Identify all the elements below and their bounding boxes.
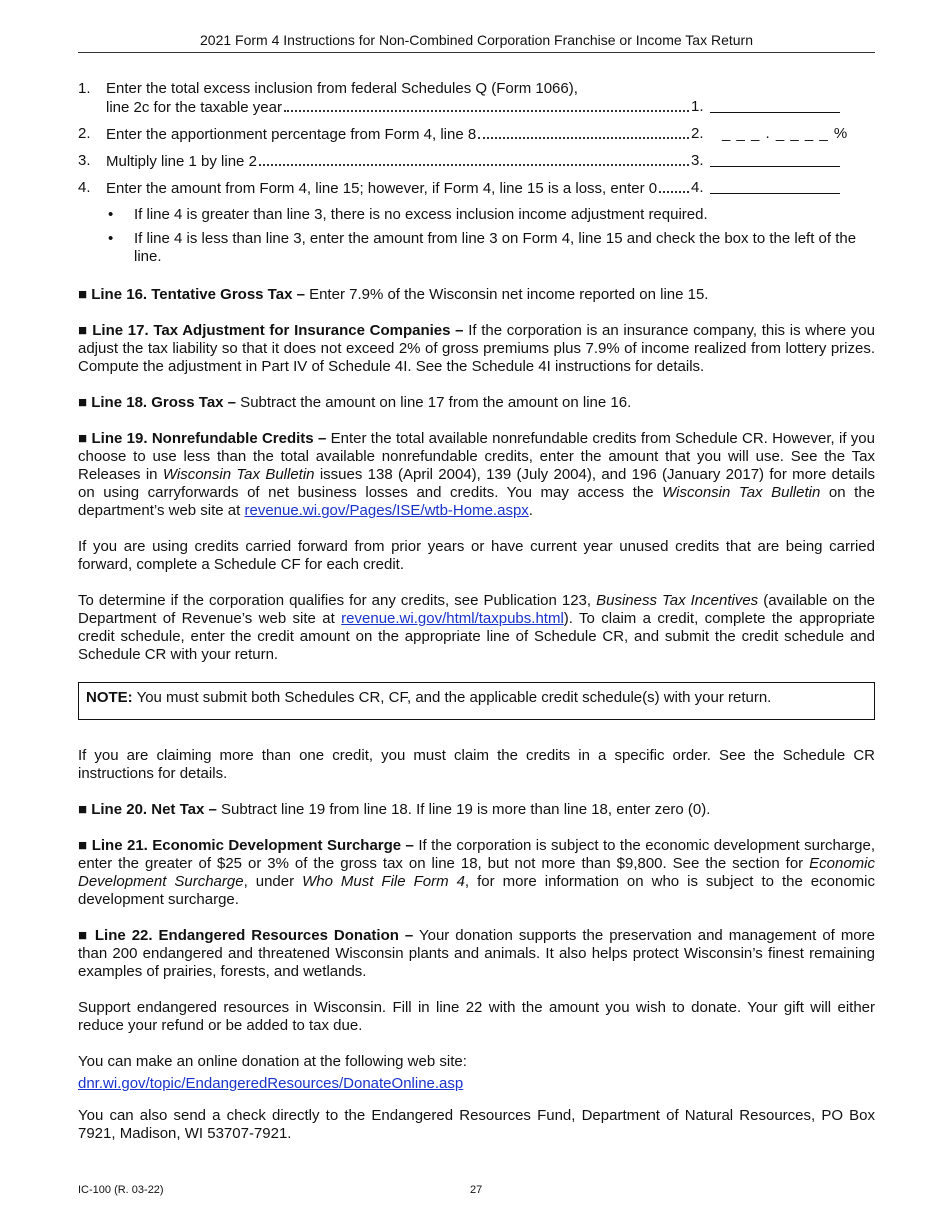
line-21-heading: ■ Line 21. Economic Development Surcharge –	[78, 837, 414, 854]
page-number: 27	[470, 1184, 483, 1196]
line-text: Enter the amount from Form 4, line 15; however, if Form 4, line 15 is a loss, enter 0	[106, 180, 658, 197]
leader-dots	[284, 98, 689, 112]
worksheet-bullets	[78, 206, 875, 266]
leader-dots	[659, 179, 689, 193]
text: Enter the total available nonrefundable credits from Schedule CR. However, if you choose to use less than the total available nonrefundable credits, enter the amount that you will use. See the Tax Releases in	[78, 430, 875, 483]
publication-title: Wisconsin Tax Bulletin	[162, 466, 315, 483]
answer-number: 3.	[691, 152, 704, 169]
note-box	[78, 682, 875, 720]
line-20-heading: ■ Line 20. Net Tax –	[78, 801, 217, 818]
credits-carryforward-paragraph: If you are using credits carried forward from prior years or have current year unused credits that are being carried forward, complete a Schedule CF for each credit.	[78, 538, 875, 573]
line-18-paragraph	[78, 394, 875, 412]
text: You can make an online donation at the following web site:	[78, 1053, 467, 1070]
text: , for more information on who is subject to the economic development surcharge.	[78, 873, 875, 908]
credit-order-paragraph: If you are claiming more than one credit, you must claim the credits in a specific order. See the Schedule CR instructions for details.	[78, 747, 875, 782]
section-title: Who Must File Form 4	[302, 873, 465, 890]
credits-qualify-paragraph	[78, 592, 875, 664]
page-header: 2021 Form 4 Instructions for Non-Combined Corporation Franchise or Income Tax Return	[78, 32, 875, 53]
line-text-row	[106, 152, 691, 171]
check-paragraph: You can also send a check directly to the Endangered Resources Fund, Department of Natural Resources, PO Box 7921, Madison, WI 53707-7921.	[78, 1107, 875, 1142]
worksheet-line-3	[78, 152, 875, 170]
worksheet-line-4	[78, 179, 875, 197]
answer-blank[interactable]	[710, 152, 840, 167]
line-16-text: Enter 7.9% of the Wisconsin net income reported on line 15.	[304, 286, 709, 303]
line-text-row	[106, 125, 691, 144]
percentage-blank[interactable]: _ _ _ . _ _ _ _ %	[722, 125, 849, 142]
line-text: Enter the total excess inclusion from federal Schedules Q (Form 1066),	[106, 80, 578, 97]
line-18-text: Subtract the amount on line 17 from the amount on line 16.	[236, 394, 632, 411]
worksheet-line-1	[78, 80, 875, 116]
donate-online-link[interactable]: dnr.wi.gov/topic/EndangeredResources/DonateOnline.asp	[78, 1075, 464, 1092]
wtb-link[interactable]: revenue.wi.gov/Pages/ISE/wtb-Home.aspx	[244, 502, 529, 519]
line-20-paragraph	[78, 801, 875, 819]
answer-blank[interactable]	[710, 98, 840, 113]
line-19-paragraph	[78, 430, 875, 520]
text: If the corporation is subject to the economic development surcharge, enter the greater of $25 or 3% of the gross tax on line 18, but not more than $9,800. See the section for	[78, 837, 875, 872]
worksheet-line-2	[78, 125, 875, 143]
text: , under	[243, 873, 303, 890]
line-number: 2.	[78, 125, 91, 142]
text: .	[528, 502, 533, 519]
taxpubs-link[interactable]: revenue.wi.gov/html/taxpubs.html	[341, 610, 564, 627]
answer-blank[interactable]	[710, 179, 840, 194]
text: issues 138 (April 2004), 139 (July 2004), and 196 (January 2017) for more details on using carryforwards of net business losses and credits. You may access the	[78, 466, 876, 501]
support-paragraph: Support endangered resources in Wisconsin. Fill in line 22 with the amount you wish to donate. Your gift will either reduce your refund or be added to tax due.	[78, 999, 875, 1034]
bullet-item: • If line 4 is greater than line 3, there is no excess inclusion income adjustment required.	[78, 206, 875, 224]
answer-number: 1.	[691, 98, 704, 115]
line-19-heading: ■ Line 19. Nonrefundable Credits –	[78, 430, 327, 447]
line-17-heading: ■ Line 17. Tax Adjustment for Insurance Companies –	[78, 322, 464, 339]
line-text: line 2c for the taxable year	[106, 99, 282, 116]
note-label: NOTE:	[86, 689, 133, 706]
line-number: 1.	[78, 80, 91, 97]
line-number: 4.	[78, 179, 91, 196]
online-donation-paragraph	[78, 1053, 875, 1093]
line-16-paragraph	[78, 286, 875, 304]
line-22-paragraph	[78, 927, 875, 981]
note-text: You must submit both Schedules CR, CF, and the applicable credit schedule(s) with your return.	[132, 689, 772, 706]
line-17-text: If the corporation is an insurance company, this is where you adjust the tax liability so that it does not exceed 2% of gross premiums plus 7.9% of income realized from lottery prizes. Compute the adjustment in Part IV of Schedule 4I. See the Schedule 4I instructions for details.	[78, 322, 875, 375]
publication-title: Business Tax Incentives	[596, 592, 759, 609]
text: To determine if the corporation qualifies for any credits, see Publication 123,	[78, 592, 597, 609]
form-number: IC-100 (R. 03-22)	[78, 1184, 164, 1196]
leader-dots	[259, 152, 689, 166]
line-20-text: Subtract line 19 from line 18. If line 19 is more than line 18, enter zero (0).	[216, 801, 711, 818]
line-18-heading: ■ Line 18. Gross Tax –	[78, 394, 237, 411]
line-17-paragraph	[78, 322, 875, 376]
text: ). To claim a credit, complete the appropriate credit schedule, enter the credit amount on the appropriate line of Schedule CR, and submit the credit schedule and Schedule CR with your return.	[78, 610, 876, 663]
answer-number: 2.	[691, 125, 704, 142]
line-22-text: Your donation supports the preservation and management of more than 200 endangered and threatened Wisconsin plants and animals. It also helps protect Wisconsin’s finest remaining examples of prairies, forests, and wetlands.	[78, 927, 875, 980]
section-title: Economic Development Surcharge	[78, 855, 875, 890]
publication-title: Wisconsin Tax Bulletin	[662, 484, 821, 501]
text: (available on the Department of Revenue’s web site at	[78, 592, 876, 627]
line-text-row	[106, 179, 691, 198]
text: on the department’s web site at	[78, 484, 875, 519]
line-22-heading: ■ Line 22. Endangered Resources Donation –	[78, 927, 414, 944]
line-21-paragraph	[78, 837, 875, 909]
leader-dots	[478, 125, 689, 139]
bullet-item: • If line 4 is less than line 3, enter the amount from line 3 on Form 4, line 15 and check the box to the left of the line.	[78, 230, 875, 266]
line-text: Multiply line 1 by line 2	[106, 153, 257, 170]
line-16-heading: ■ Line 16. Tentative Gross Tax –	[78, 286, 305, 303]
line-text: Enter the apportionment percentage from Form 4, line 8	[106, 126, 477, 143]
line-text-cont	[106, 98, 691, 117]
main-content	[78, 80, 875, 1161]
answer-number: 4.	[691, 179, 704, 196]
line-number: 3.	[78, 152, 91, 169]
